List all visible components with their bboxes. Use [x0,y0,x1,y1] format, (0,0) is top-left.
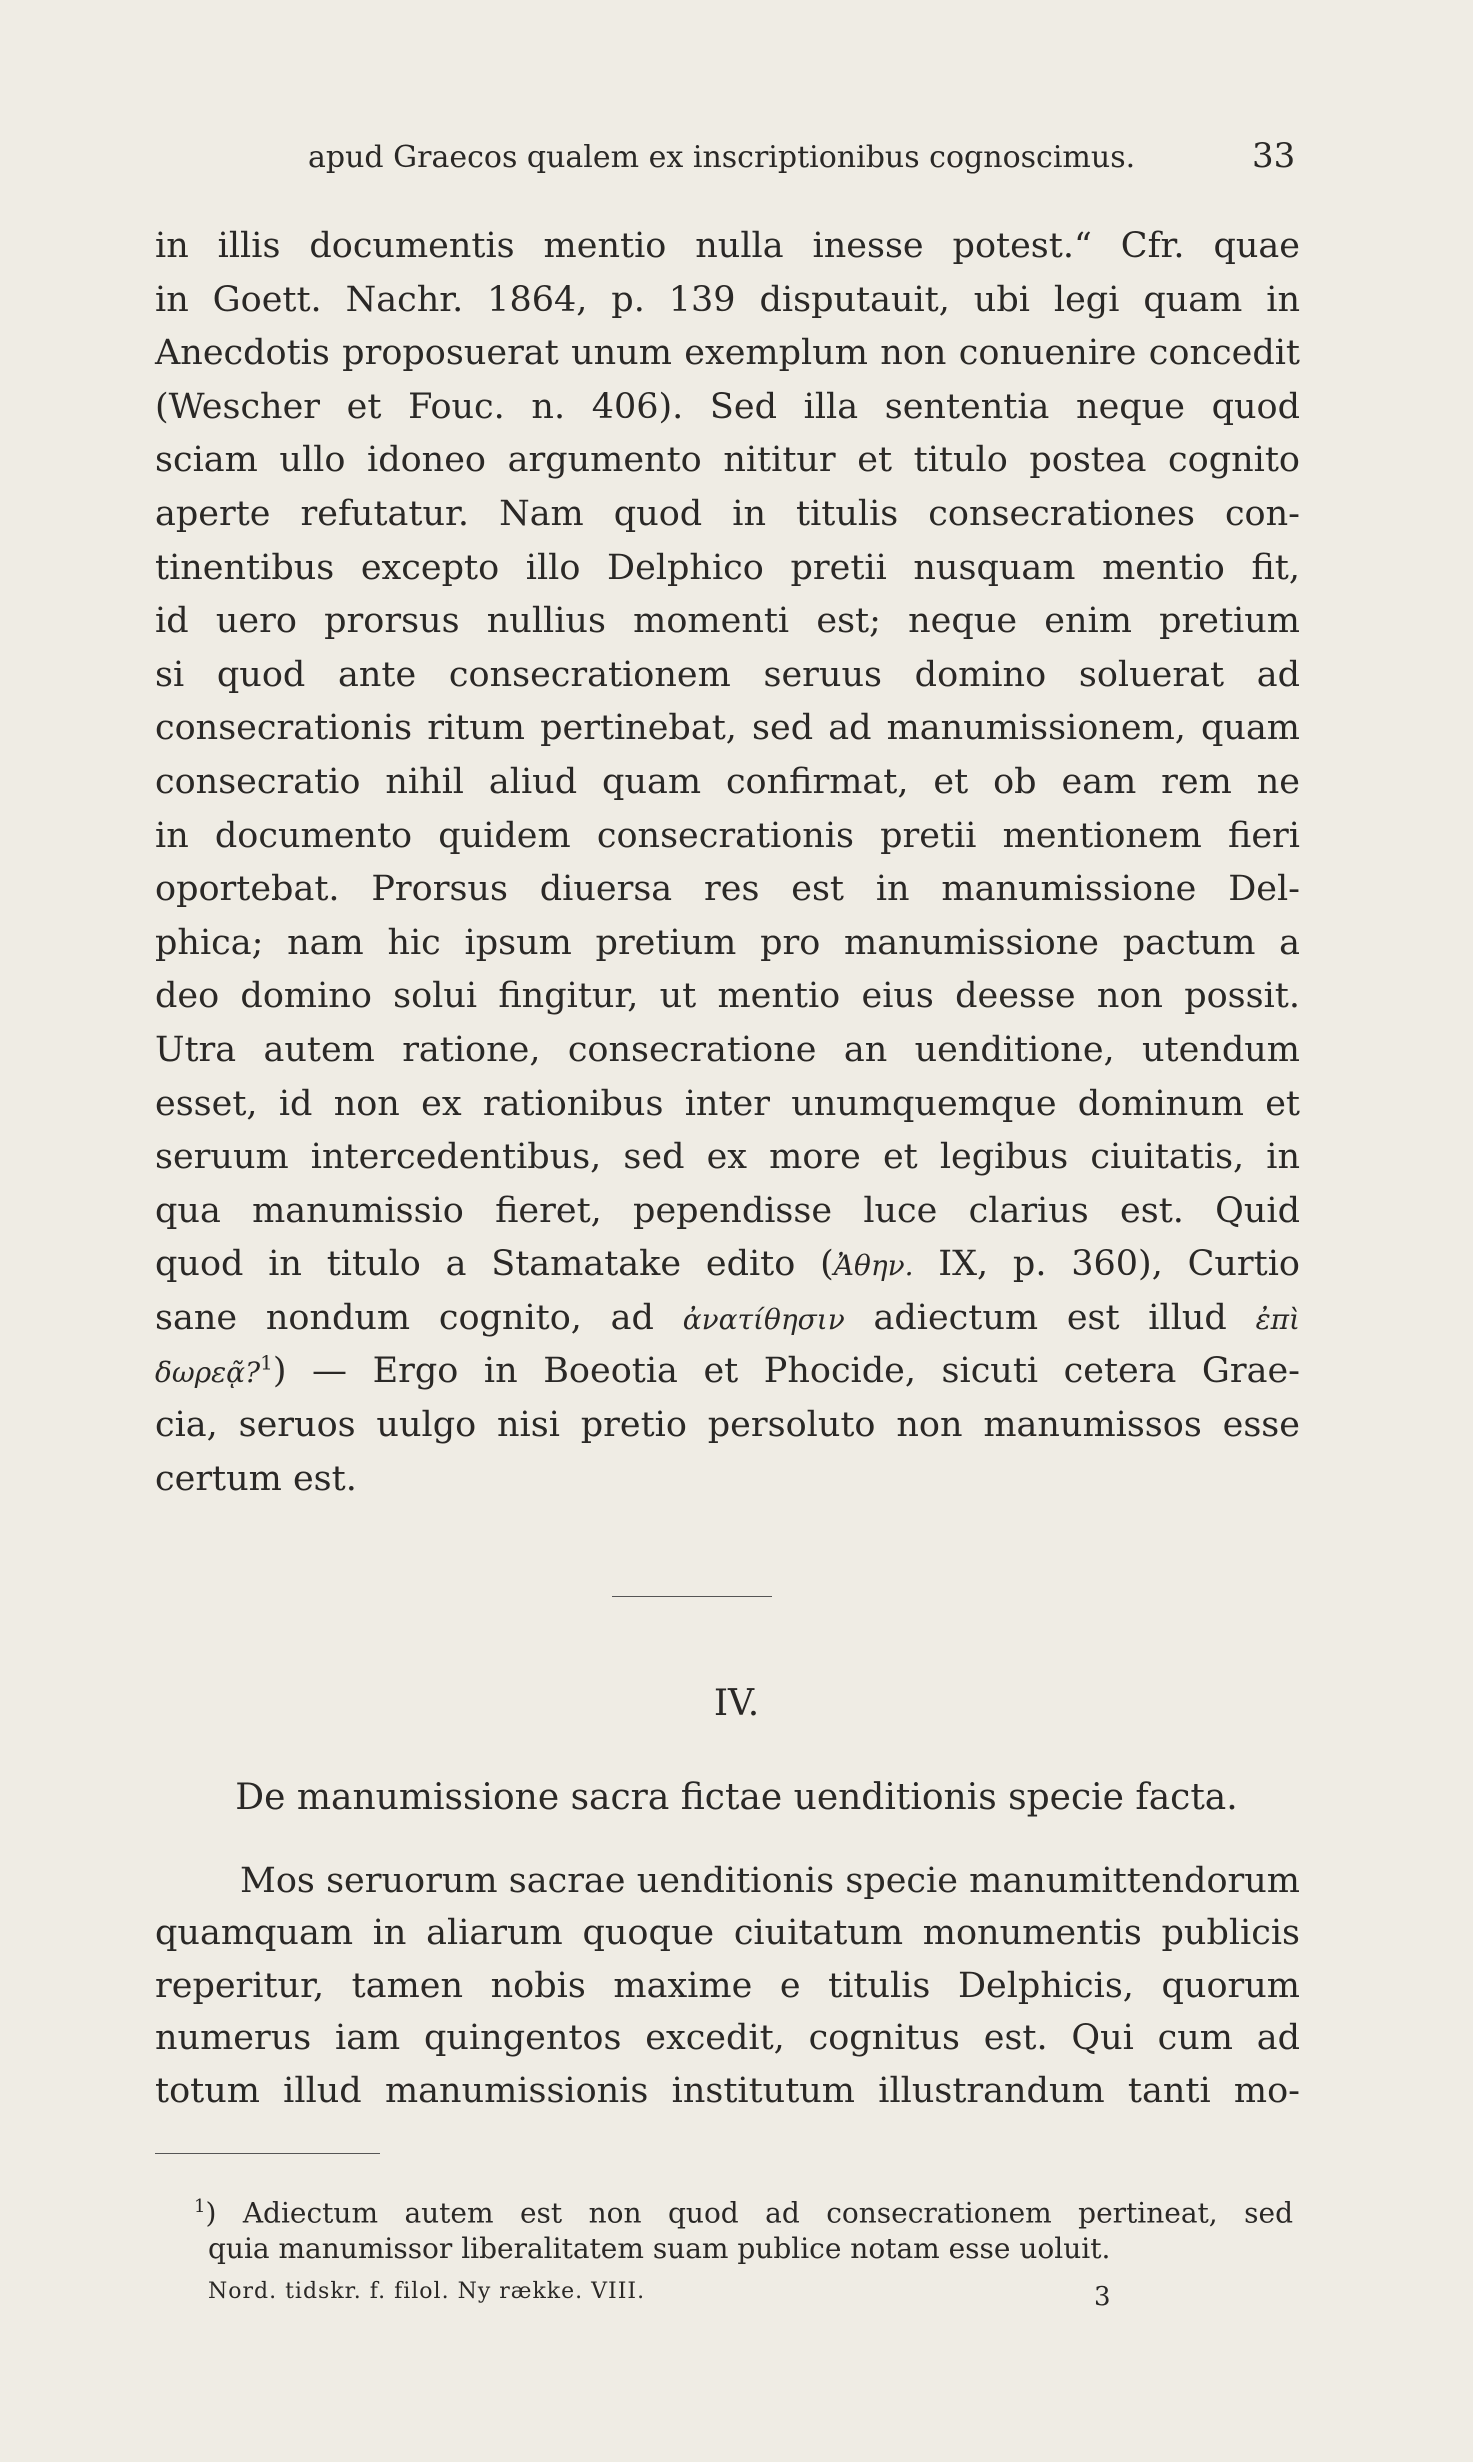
greek-word: ἀνατίθησιν [682,1302,845,1336]
greek-citation: Ἀθην. [833,1249,914,1283]
paragraph-2 [155,1855,1300,2117]
footnote [194,2186,1293,2270]
text-span: quod in titulo a Stamatake edito ( [155,1244,834,1285]
text-line: cia, seruos uulgo nisi pretio persoluto non manumissos esse [155,1405,1300,1446]
text-line [155,1345,1300,1399]
text-span: ) Adiectum autem est non quod ad consecrationem pertineat, sed [205,2196,1293,2230]
text-line: certum est. [155,1458,357,1499]
footnote-line: quia manumissor liberalitatem suam publice notam esse uoluit. [208,2232,1111,2265]
text-line: deo domino solui fingitur, ut mentio eius deesse non possit. [155,976,1300,1017]
text-line: Utra autem ratione, consecratione an uenditione, utendum [155,1029,1300,1070]
text-line: numerus iam quingentos excedit, cognitus est. Qui cum ad [155,2018,1300,2059]
text-line: si quod ante consecrationem seruus domino soluerat ad [155,654,1300,695]
text-line: consecratio nihil aliud quam confirmat, et ob eam rem ne [155,761,1300,802]
text-line [155,1238,1300,1292]
greek-word: ἐπὶ [1255,1302,1300,1336]
section-number: IV. [713,1683,760,1724]
text-span: sane nondum cognito, ad [155,1297,683,1338]
signature-line: Nord. tidskr. f. filol. Ny række. VIII. [208,2279,646,2304]
text-line: Mos seruorum sacrae uenditionis specie manumittendorum [240,1861,1300,1901]
text-line: (Wescher et Fouc. n. 406). Sed illa sententia neque quod [155,386,1300,427]
page-number: 33 [1252,136,1296,176]
paragraph-1 [155,220,1300,1506]
text-line: in documento quidem consecrationis pretii mentionem fieri [155,815,1300,856]
footnote-reference[interactable]: 1 [260,1350,273,1375]
text-span: ) — Ergo in Boeotia et Phocide, sicuti cetera Grae- [272,1351,1300,1392]
greek-word: δωρεᾷ? [155,1356,261,1390]
text-line: totum illud manumissionis institutum illustrandum tanti mo- [155,2070,1300,2111]
text-line: Anecdotis proposuerat unum exemplum non conuenire concedit [155,333,1300,374]
text-line: esset, id non ex rationibus inter unumquemque dominum et [155,1083,1300,1124]
text-line: phica; nam hic ipsum pretium pro manumissione pactum a [155,922,1300,963]
text-span: IX, p. 360), Curtio [913,1244,1300,1285]
text-line: quamquam in aliarum quoque ciuitatum monumentis publicis [155,1913,1300,1954]
footnote-line [194,2186,1293,2230]
text-line: id uero prorsus nullius momenti est; neque enim pretium [155,601,1300,642]
running-head: apud Graecos qualem ex inscriptionibus cognoscimus. [308,140,1136,175]
text-line [155,1292,1300,1346]
footnote-mark: 1 [194,2196,206,2217]
text-line: consecrationis ritum pertinebat, sed ad manumissionem, quam [155,708,1300,749]
text-line: seruum intercedentibus, sed ex more et legibus ciuitatis, in [155,1137,1300,1178]
text-line: reperitur, tamen nobis maxime e titulis Delphicis, quorum [155,1965,1300,2006]
text-line: aperte refutatur. Nam quod in titulis consecrationes con- [155,493,1300,534]
text-span: adiectum est illud [844,1297,1256,1338]
text-line: in illis documentis mentio nulla inesse potest.“ Cfr. quae [155,226,1300,266]
section-title: De manumissione sacra fictae uenditionis specie facta. [235,1777,1238,1818]
text-line: sciam ullo idoneo argumento nititur et titulo postea cognito [155,440,1300,481]
footnote-rule [155,2153,380,2154]
text-line: qua manumissio fieret, pependisse luce clarius est. Quid [155,1190,1300,1231]
text-line: tinentibus excepto illo Delphico pretii nusquam mentio fit, [155,547,1300,588]
text-line: oportebat. Prorsus diuersa res est in manumissione Del- [155,869,1300,910]
signature-number: 3 [1094,2282,1111,2312]
separator-rule [612,1596,772,1597]
text-line: in Goett. Nachr. 1864, p. 139 disputauit, ubi legi quam in [155,279,1300,320]
